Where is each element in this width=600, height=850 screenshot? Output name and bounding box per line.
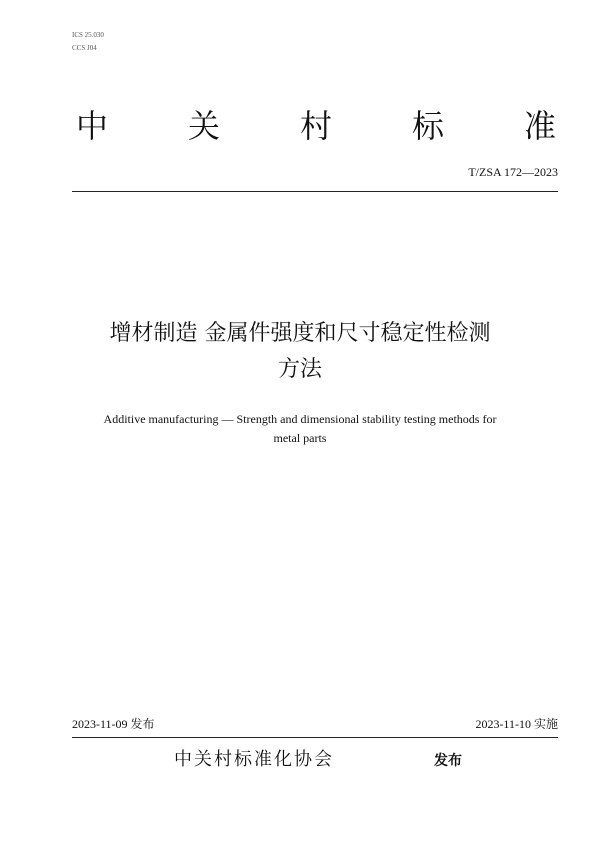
issue-date: 2023-11-09 发布 [72, 717, 155, 731]
heading-char: 关 [187, 107, 220, 145]
english-title [40, 410, 560, 448]
ccs-code: CCS J04 [72, 44, 97, 52]
heading-char: 标 [411, 107, 444, 145]
implementation-date: 2023-11-10 实施 [475, 717, 558, 731]
heading-char: 村 [299, 107, 332, 145]
english-title-line-2: metal parts [273, 431, 327, 445]
english-title-line-1: Additive manufacturing — Strength and dimensional stability testing methods for [103, 412, 497, 426]
standard-type-heading [76, 106, 556, 146]
bottom-divider [72, 737, 558, 738]
chinese-title-line-1: 增材制造 金属件强度和尺寸稳定性检测 [109, 321, 491, 346]
heading-char: 中 [76, 107, 109, 145]
standard-number: T/ZSA 172—2023 [468, 165, 558, 179]
chinese-title-line-2: 方法 [277, 357, 322, 382]
classification-codes [72, 29, 104, 55]
publish-label: 发布 [434, 753, 462, 769]
heading-char: 准 [523, 107, 556, 145]
publisher-name: 中关村标准化协会 [174, 749, 334, 770]
top-divider [72, 191, 558, 192]
chinese-title [40, 316, 560, 388]
ics-code: ICS 25.030 [72, 31, 104, 39]
